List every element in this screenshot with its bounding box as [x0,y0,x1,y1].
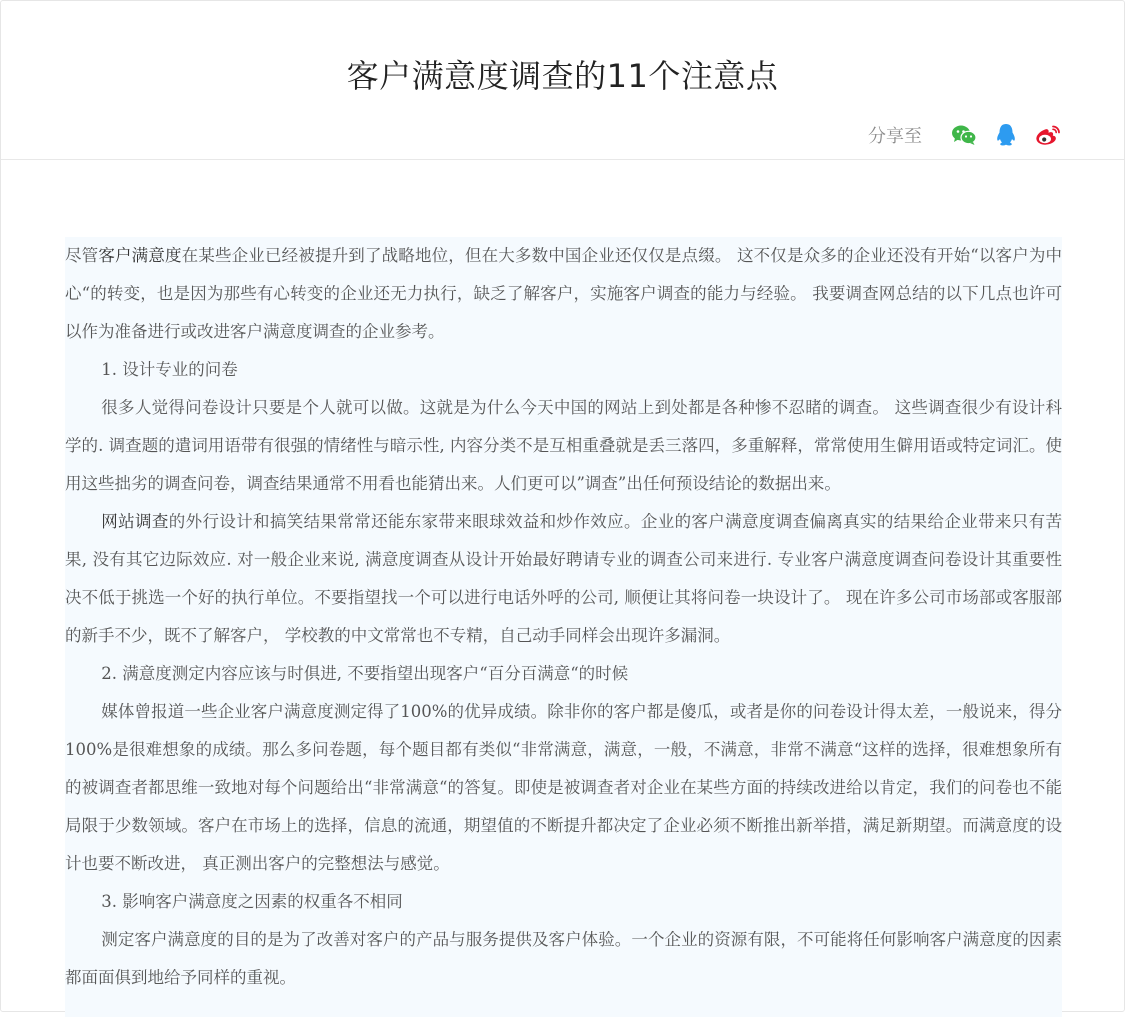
page-title: 客户满意度调查的11个注意点 [346,57,779,95]
section-heading-2: 2. 满意度测定内容应该与时俱进, 不要指望出现客户“百分百满意“的时候 [101,664,629,683]
text-segment: 的外行设计和搞笑结果常常还能东家带来眼球效益和炒作效应。企业的客户满意度调查偏离真实的结果给企业带来只有苦果, 没有其它边际效应. 对一般企业来说, 满意度调查从设计开始最好聘请专业的调查公司来进行. 专业客户满意度调查问卷设计其重要性决不低于挑选一个好的执行单位。不要指望找一个可以进行电话外呼的公司, 顺便让其将问卷一块设计了。 现在许多公司市场部或客服部的新手不少，既不了解客户， 学校教的中文常常也不专精，自己动手同样会出现许多漏洞。 [65,512,1063,645]
paragraph-questionnaire: 很多人觉得问卷设计只要是个人就可以做。这就是为什么今天中国的网站上到处都是各种惨不忍睹的调查。 这些调查很少有设计科学的. 调查题的遣词用语带有很强的情绪性与暗示性, 内容分类不是互相重叠就是丢三落四，多重解释，常常使用生僻用语或特定词汇。使用这些拙劣的调查问卷，调查结果通常不用看也能猜出来。人们更可以”调查”出任何预设结论的数据出来。 [65,398,1062,493]
link-web-survey[interactable]: 网站调查 [101,512,169,531]
wechat-icon[interactable] [950,121,978,149]
section-heading-3: 3. 影响客户满意度之因素的权重各不相同 [101,892,403,911]
share-label: 分享至 [868,126,922,147]
paragraph-web-survey [65,503,1062,655]
paragraph-weights: 测定客户满意度的目的是为了改善对客户的产品与服务提供及客户体验。一个企业的资源有限，不可能将任何影响客户满意度的因素都面面俱到地给予同样的重视。 [65,930,1062,987]
section-heading-1: 1. 设计专业的问卷 [101,360,238,379]
paragraph-measurement: 媒体曾报道一些企业客户满意度测定得了100%的优异成绩。除非你的客户都是傻瓜，或者是你的问卷设计得太差，一般说来，得分100%是很难想象的成绩。那么多问卷题，每个题目都有类似“非常满意，满意，一般，不满意，非常不满意“这样的选择，很难想象所有的被调查者都思维一致地对每个问题给出“非常满意“的答复。即使是被调查者对企业在某些方面的持续改进给以肯定，我们的问卷也不能局限于少数领域。客户在市场上的选择，信息的流通，期望值的不断提升都决定了企业必须不断推出新举措，满足新期望。而满意度的设计也要不断改进， 真正测出客户的完整想法与感觉。 [65,702,1062,873]
link-customer-satisfaction[interactable]: 客户满意度 [98,246,182,265]
article-body [65,237,1062,1017]
weibo-icon[interactable] [1034,121,1062,149]
paragraph-intro [65,237,1062,351]
share-bar [868,121,1062,149]
article-header [1,1,1124,160]
text-segment: 在某些企业已经被提升到了战略地位，但在大多数中国企业还仅仅是点缀。 这不仅是众多的企业还没有开始“以客户为中心“的转变，也是因为那些有心转变的企业还无力执行，缺乏了解客户，实施客户调查的能力与经验。 我要调查网总结的以下几点也许可以作为准备进行或改进客户满意度调查的企业参考。 [65,246,1063,341]
text-segment: 尽管 [65,246,99,265]
qq-icon[interactable] [992,121,1020,149]
